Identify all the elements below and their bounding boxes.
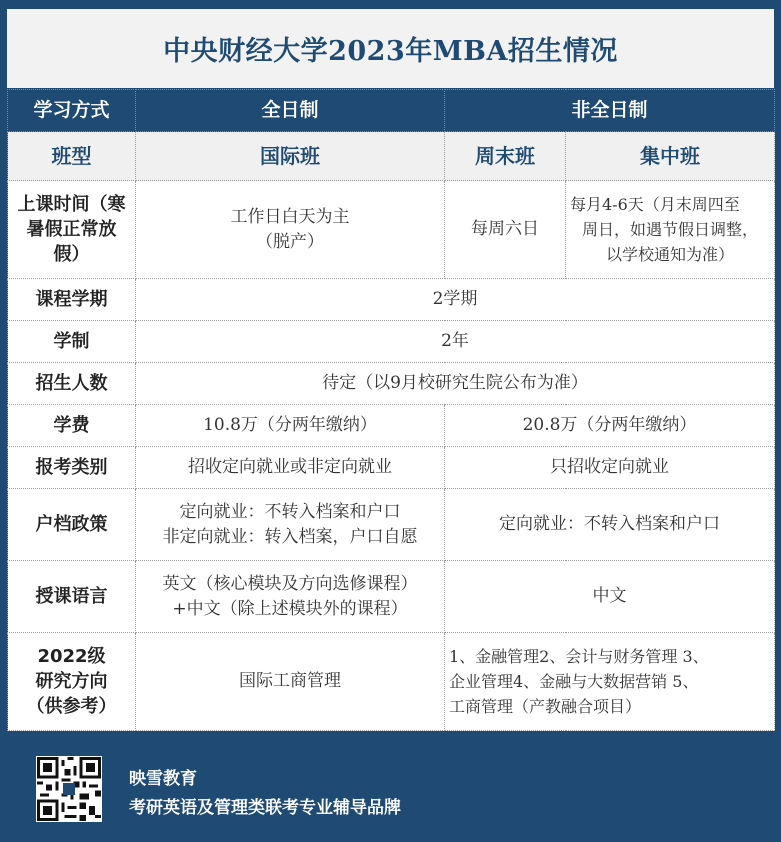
row-class-time [8,181,775,279]
label-category: 报考类别 [8,447,136,489]
cell-direction-parttime: 1、金融管理2、会计与财务管理 3、 企业管理4、金融与大数据营销 5、 工商管理（产教融合项目） [445,633,775,731]
row-hukou [8,489,775,561]
cell-weekend-time: 每周六日 [445,181,566,279]
header-intensive-class: 集中班 [566,132,775,181]
row-enrollment [8,363,775,405]
header-class-label: 班型 [8,132,136,181]
footer-banner [0,740,781,842]
title-banner [7,9,774,88]
cell-term: 2学期 [136,279,775,321]
row-tuition [8,405,775,447]
header-parttime: 非全日制 [445,90,775,132]
cell-hukou-fulltime: 定向就业：不转入档案和户口 非定向就业：转入档案，户口自愿 [136,489,445,561]
cell-tuition-parttime: 20.8万（分两年缴纳） [445,405,775,447]
row-term [8,279,775,321]
cell-intensive-time: 每月4-6天（月末周四至 周日，如遇节假日调整， 以学校通知为准） [566,181,775,279]
row-direction [8,633,775,731]
label-term: 课程学期 [8,279,136,321]
cell-intl-time: 工作日白天为主 （脱产） [136,181,445,279]
admissions-table [7,89,775,731]
cell-category-fulltime: 招收定向就业或非定向就业 [136,447,445,489]
label-hukou: 户档政策 [8,489,136,561]
header-weekend-class: 周末班 [445,132,566,181]
row-category [8,447,775,489]
qr-code-icon[interactable] [36,756,102,822]
header-row-mode [8,90,775,132]
cell-language-fulltime: 英文（核心模块及方向选修课程） +中文（除上述模块外的课程） [136,561,445,633]
label-direction: 2022级 研究方向 （供参考） [8,633,136,731]
footer-brand: 映雪教育 [129,769,197,789]
row-duration [8,321,775,363]
label-tuition: 学费 [8,405,136,447]
label-enrollment: 招生人数 [8,363,136,405]
page-title: 中央财经大学2023年MBA招生情况 [163,36,618,67]
cell-category-parttime: 只招收定向就业 [445,447,775,489]
footer-slogan: 考研英语及管理类联考专业辅导品牌 [129,798,401,818]
cell-language-parttime: 中文 [445,561,775,633]
cell-direction-fulltime: 国际工商管理 [136,633,445,731]
label-language: 授课语言 [8,561,136,633]
header-fulltime: 全日制 [136,90,445,132]
row-language [8,561,775,633]
header-mode-label: 学习方式 [8,90,136,132]
label-duration: 学制 [8,321,136,363]
cell-tuition-fulltime: 10.8万（分两年缴纳） [136,405,445,447]
cell-enrollment: 待定（以9月校研究生院公布为准） [136,363,775,405]
header-international-class: 国际班 [136,132,445,181]
cell-hukou-parttime: 定向就业：不转入档案和户口 [445,489,775,561]
header-row-class [8,132,775,181]
cell-duration: 2年 [136,321,775,363]
label-class-time: 上课时间（寒 暑假正常放 假） [8,181,136,279]
